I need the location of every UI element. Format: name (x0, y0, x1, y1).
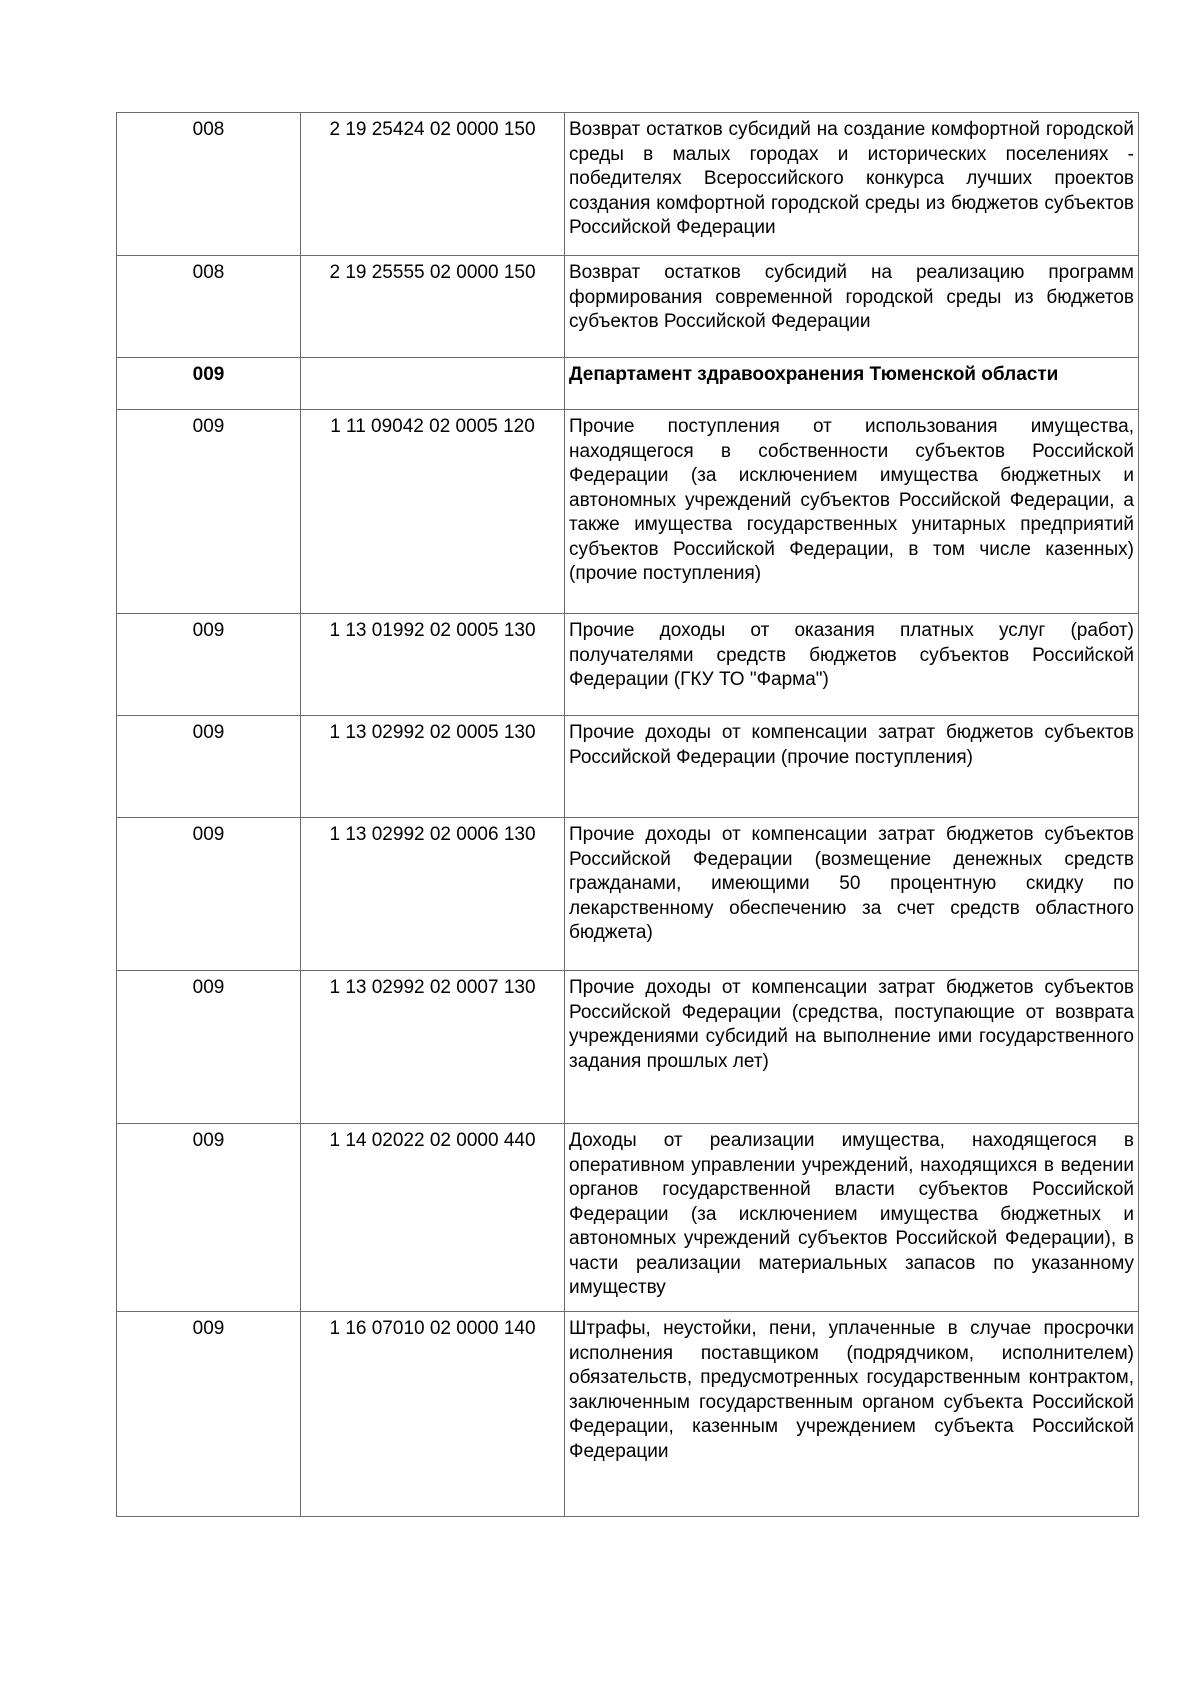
revenue-code-cell: 1 11 09042 02 0005 120 (301, 410, 565, 614)
table-body (117, 113, 1139, 1517)
admin-code-cell: 009 (117, 1312, 301, 1517)
admin-code-cell: 009 (117, 818, 301, 971)
revenue-code-cell: 1 16 07010 02 0000 140 (301, 1312, 565, 1517)
admin-code-cell: 009 (117, 410, 301, 614)
table-row (117, 1124, 1139, 1312)
table-row (117, 1312, 1139, 1517)
admin-code-cell: 009 (117, 1124, 301, 1312)
revenue-code-cell: 1 13 02992 02 0006 130 (301, 818, 565, 971)
revenue-code-cell: 1 13 02992 02 0005 130 (301, 716, 565, 818)
admin-code-cell: 008 (117, 256, 301, 358)
revenue-codes-table (116, 112, 1139, 1517)
revenue-code-cell: 1 14 02022 02 0000 440 (301, 1124, 565, 1312)
revenue-code-cell: 1 13 02992 02 0007 130 (301, 971, 565, 1124)
description-cell: Возврат остатков субсидий на реализацию программ формирования современной городской среды из бюджетов субъектов Российской Федерации (565, 256, 1139, 358)
revenue-code-cell: 1 13 01992 02 0005 130 (301, 614, 565, 716)
table-row (117, 716, 1139, 818)
description-cell: Прочие доходы от оказания платных услуг (работ) получателями средств бюджетов субъектов Российской Федерации (ГКУ ТО "Фарма") (565, 614, 1139, 716)
admin-code-cell: 009 (117, 614, 301, 716)
description-cell: Прочие доходы от компенсации затрат бюджетов субъектов Российской Федерации (прочие поступления) (565, 716, 1139, 818)
department-title-cell: Департамент здравоохранения Тюменской области (565, 358, 1139, 410)
description-cell: Прочие поступления от использования имущества, находящегося в собственности субъектов Российской Федерации (за исключением имущества бюджетных и автономных учреждений субъектов Российской Федерации, а также имущества государственных унитарных предприятий субъектов Российской Федерации, в том числе казенных) (прочие поступления) (565, 410, 1139, 614)
description-cell: Доходы от реализации имущества, находящегося в оперативном управлении учреждений, находящихся в ведении органов государственной власти субъектов Российской Федерации (за исключением имущества бюджетных и автономных учреждений субъектов Российской Федерации), в части реализации материальных запасов по указанному имуществу (565, 1124, 1139, 1312)
description-cell: Прочие доходы от компенсации затрат бюджетов субъектов Российской Федерации (возмещение денежных средств гражданами, имеющими 50 процентную скидку по лекарственному обеспечению за счет средств областного бюджета) (565, 818, 1139, 971)
table-row (117, 614, 1139, 716)
description-cell: Возврат остатков субсидий на создание комфортной городской среды в малых городах и исторических поселениях - победителях Всероссийского конкурса лучших проектов создания комфортной городской среды из бюджетов субъектов Российской Федерации (565, 113, 1139, 256)
description-cell: Штрафы, неустойки, пени, уплаченные в случае просрочки исполнения поставщиком (подрядчиком, исполнителем) обязательств, предусмотренных государственным контрактом, заключенным государственным органом субъекта Российской Федерации, казенным учреждением субъекта Российской Федерации (565, 1312, 1139, 1517)
admin-code-cell: 009 (117, 358, 301, 410)
table-row (117, 971, 1139, 1124)
revenue-code-cell (301, 358, 565, 410)
table-row (117, 256, 1139, 358)
table-row (117, 410, 1139, 614)
description-cell: Прочие доходы от компенсации затрат бюджетов субъектов Российской Федерации (средства, поступающие от возврата учреждениями субсидий на выполнение ими государственного задания прошлых лет) (565, 971, 1139, 1124)
admin-code-cell: 009 (117, 716, 301, 818)
admin-code-cell: 008 (117, 113, 301, 256)
revenue-code-cell: 2 19 25555 02 0000 150 (301, 256, 565, 358)
revenue-code-cell: 2 19 25424 02 0000 150 (301, 113, 565, 256)
table-row (117, 113, 1139, 256)
admin-code-cell: 009 (117, 971, 301, 1124)
table-row (117, 818, 1139, 971)
table-row-section-header (117, 358, 1139, 410)
